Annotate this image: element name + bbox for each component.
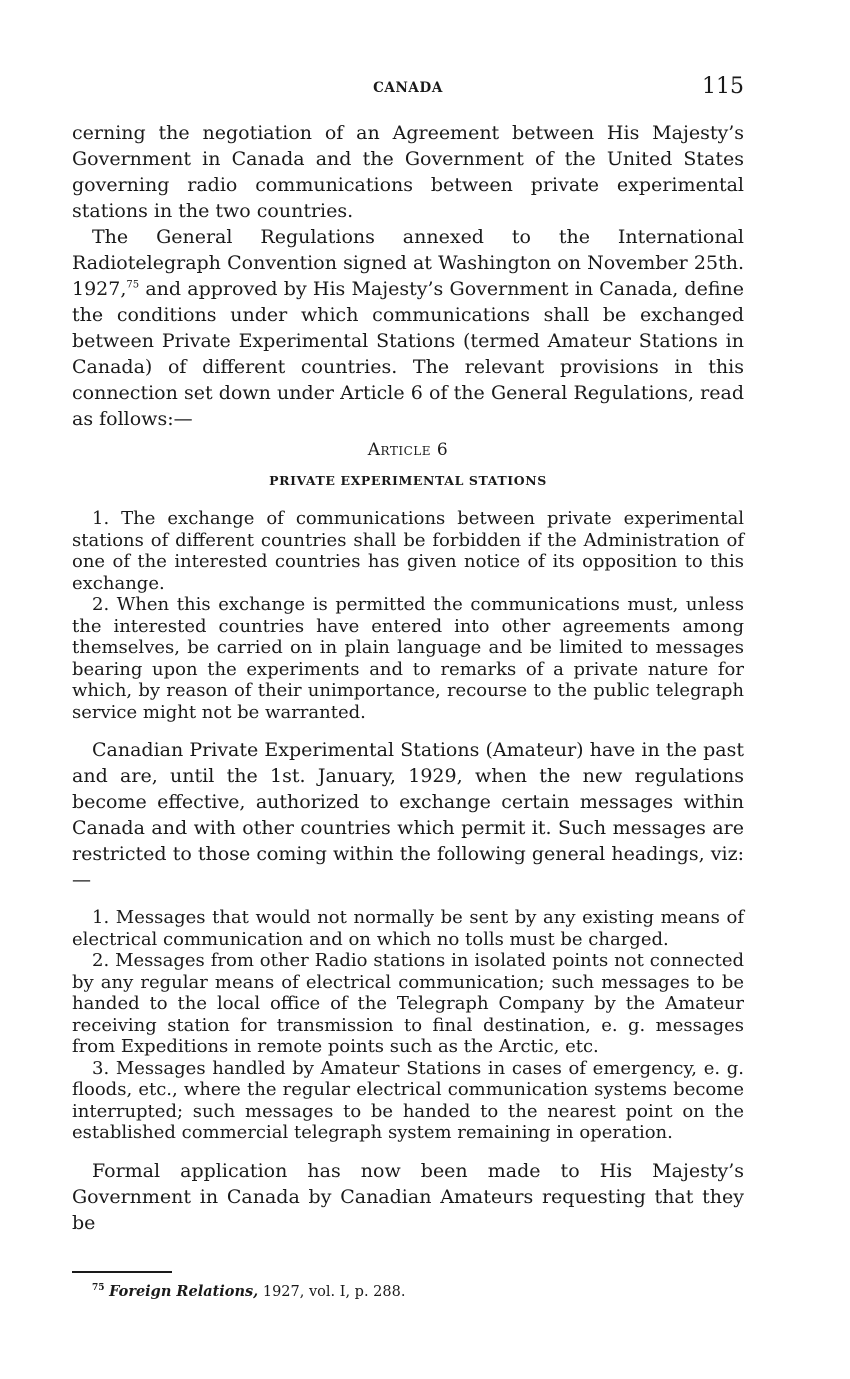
footnote: [92, 1283, 405, 1300]
paragraph-regulations: [72, 224, 744, 432]
footnote-citation: 1927, vol. I, p. 288.: [262, 1284, 406, 1300]
paragraph-regulations-part1: The General Regulations annexed to the International Radiotelegraph Convention signed at Washington on November 25th. 1927,: [72, 226, 744, 300]
heading-item: 3. Messages handled by Amateur Stations in cases of emergency, e. g. floods, etc., where the regular electrical communication systems become interrupted; such messages to be handed to the nearest point on the established commercial telegraph system remaining in operation.: [72, 1057, 744, 1143]
footnote-reference: 75: [126, 279, 140, 291]
footnote-mark: 75: [92, 1283, 105, 1294]
footnote-title: Foreign Relations,: [109, 1283, 259, 1300]
article-item: 2. When this exchange is permitted the communications must, unless the interested countries have entered into other agreements among themselves, be carried on in plain language and be limited to messages bearing upon the experiments and to remarks of a private nature for which, by reason of their unimportance, recourse to the public telegraph service might not be warranted.: [72, 594, 744, 723]
page-header: [72, 76, 744, 106]
article-quote: [72, 508, 744, 723]
paragraph-canadian-stations: Canadian Private Experimental Stations (Amateur) have in the past and are, until the 1st. January, 1929, when the new regulations become effective, authorized to exchange certain messages within Canada and with other countries which permit it. Such messages are restricted to those coming within the following general headings, viz:—: [72, 739, 744, 891]
page-number: 115: [702, 74, 744, 99]
paragraph-formal-application: Formal application has now been made to His Majesty’s Government in Canada by Canadian Amateurs requesting that they be: [72, 1159, 744, 1234]
paragraph-regulations-part2: and approved by His Majesty’s Government in Canada, define the conditions under which communications shall be exchanged between Private Experimental Stations (termed Amateur Stations in Canada) of different countries. The relevant provisions in this connection set down under Article 6 of the General Regulations, read as follows:—: [72, 278, 744, 430]
article-item: 1. The exchange of communications between private experimental stations of different countries shall be forbidden if the Administration of one of the interested countries has given notice of its opposition to this exchange.: [72, 508, 744, 594]
heading-item: 1. Messages that would not normally be sent by any existing means of electrical communication and on which no tolls must be charged.: [72, 907, 744, 950]
article-title: Article 6: [367, 440, 449, 460]
heading-item: 2. Messages from other Radio stations in isolated points not connected by any regular means of electrical communication; such messages to be handed to the local office of the Telegraph Company by the Amateur receiving station for transmission to final destination, e. g. messages from Expeditions in remote points such as the Arctic, etc.: [72, 950, 744, 1057]
headings-list: [72, 907, 744, 1144]
footnote-divider: [72, 1271, 172, 1273]
running-title: CANADA: [373, 80, 443, 96]
paragraph-continued: cerning the negotiation of an Agreement between His Majesty’s Government in Canada and the Government of the United States governing radio communications between private experimental stations in the two countries.: [72, 122, 744, 222]
article-subtitle: PRIVATE EXPERIMENTAL STATIONS: [269, 473, 547, 488]
page: [72, 74, 744, 1300]
